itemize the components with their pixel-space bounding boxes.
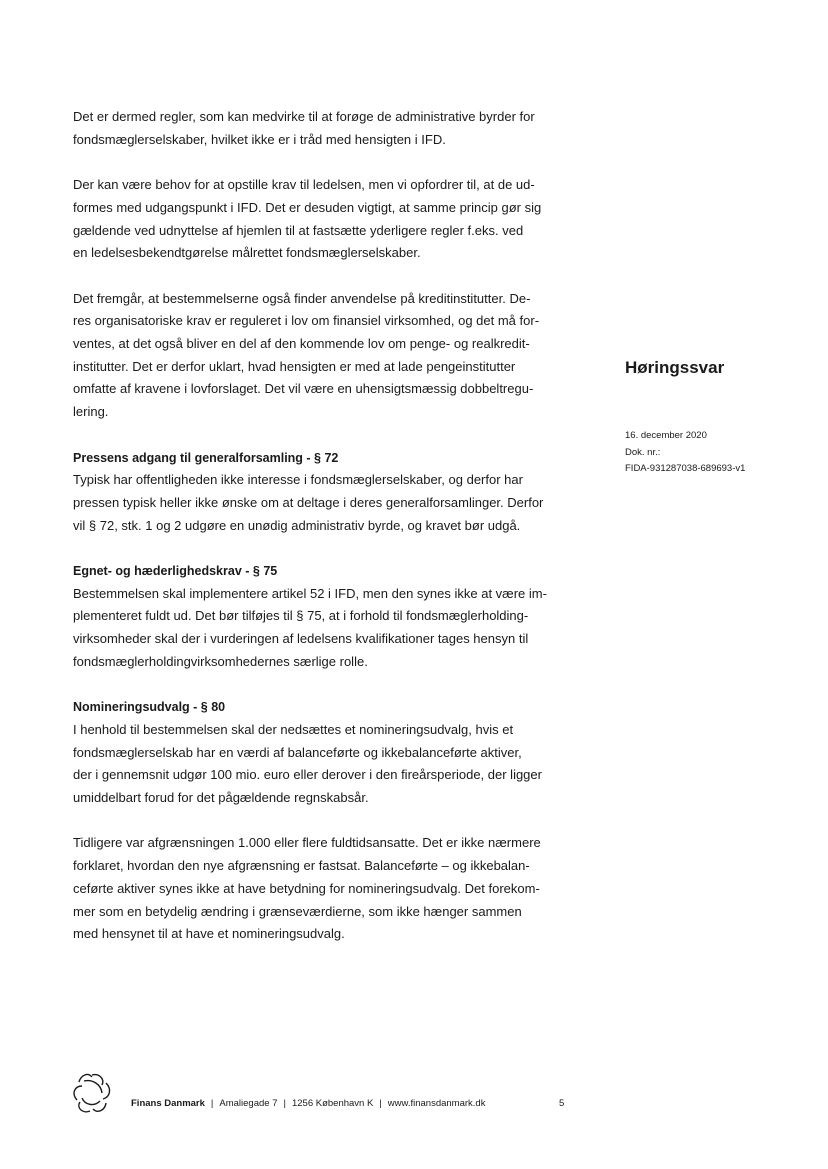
text-line: fondsmæglerselskab har en værdi af balanceførte og ikkebalanceførte aktiver, bbox=[73, 744, 522, 760]
finans-danmark-logo-icon bbox=[72, 1071, 112, 1115]
text-line: mer som en betydelig ændring i grænseværdierne, som ikke hænger sammen bbox=[73, 903, 522, 919]
text-line: en ledelsesbekendtgørelse målrettet fondsmæglerselskaber. bbox=[73, 245, 421, 261]
text-line: lering. bbox=[73, 404, 109, 420]
text-line: der i gennemsnit udgør 100 mio. euro eller derover i den fireårsperiode, der ligger bbox=[73, 767, 542, 783]
text-line: omfatte af kravene i lovforslaget. Det vil være en uhensigtsmæssig dobbeltregu- bbox=[73, 381, 534, 397]
text-line: formes med udgangspunkt i IFD. Det er desuden vigtigt, at samme princip gør sig bbox=[73, 199, 542, 215]
sidebar-meta bbox=[625, 355, 805, 478]
text-line: vil § 72, stk. 1 og 2 udgøre en unødig administrativ byrde, og kravet bør udgå. bbox=[73, 517, 521, 533]
text-line: ventes, at det også bliver en del af den kommende lov om penge- og realkredit- bbox=[73, 336, 530, 351]
section-paragraph bbox=[73, 696, 573, 810]
footer-website-link[interactable]: www.finansdanmark.dk bbox=[387, 1098, 486, 1109]
footer-separator: | bbox=[379, 1098, 382, 1109]
text-line: gældende ved udnyttelse af hjemlen til at fastsætte yderligere regler f.eks. ved bbox=[73, 222, 524, 238]
footer-separator: | bbox=[283, 1098, 286, 1109]
text-line: umiddelbart forud for det pågældende regnskabsår. bbox=[73, 790, 369, 806]
document-type-title: Høringssvar bbox=[625, 358, 725, 377]
footer-organization: Finans Danmark bbox=[131, 1098, 205, 1109]
text-line: fondsmæglerselskaber, hvilket ikke er i tråd med hensigten i IFD. bbox=[73, 131, 446, 147]
text-line: virksomheder skal der i vurderingen af ledelsens kvalifikationer tages hensyn til bbox=[73, 631, 529, 647]
body-paragraph bbox=[73, 832, 573, 946]
section-heading: Pressens adgang til generalforsamling - § 72 bbox=[73, 450, 339, 465]
main-content bbox=[73, 106, 573, 969]
text-line: Det fremgår, at bestemmelserne også finder anvendelse på kreditinstitutter. De- bbox=[73, 290, 531, 306]
footer-text bbox=[131, 1098, 485, 1109]
text-line: ceførte aktiver synes ikke at have betydning for nomineringsudvalg. Det forekom- bbox=[73, 880, 540, 896]
text-line: forklaret, hvordan den nye afgrænsning er fastsat. Balanceførte – og ikkebalan- bbox=[73, 858, 530, 874]
section-heading: Egnet- og hæderlighedskrav - § 75 bbox=[73, 564, 278, 578]
text-line: institutter. Det er derfor uklart, hvad hensigten er med at lade pengeinstitutter bbox=[73, 358, 516, 374]
text-line: med hensynet til at have et nomineringsudvalg. bbox=[73, 926, 345, 942]
section-paragraph bbox=[73, 447, 573, 538]
text-line: pressen typisk heller ikke ønske om at deltage i deres generalforsamlinger. Derfor bbox=[73, 494, 544, 510]
text-line: fondsmæglerholdingvirksomhedernes særlige rolle. bbox=[73, 653, 368, 669]
text-line: Bestemmelsen skal implementere artikel 52 i IFD, men den synes ikke at være im- bbox=[73, 585, 547, 601]
footer-postal: 1256 København K bbox=[291, 1098, 374, 1109]
body-paragraph bbox=[73, 288, 573, 424]
document-date: 16. december 2020 bbox=[625, 430, 707, 441]
page-footer bbox=[72, 1071, 592, 1121]
document-meta bbox=[625, 428, 805, 478]
text-line: Tidligere var afgrænsningen 1.000 eller flere fuldtidsansatte. Det er ikke nærmere bbox=[73, 835, 541, 851]
section-paragraph bbox=[73, 560, 573, 674]
document-number-label: Dok. nr.: bbox=[625, 446, 661, 458]
text-line: Der kan være behov for at opstille krav til ledelsen, men vi opfordrer til, at de ud- bbox=[73, 177, 535, 193]
page-number: 5 bbox=[559, 1098, 565, 1109]
text-line: plementeret fuldt ud. Det bør tilføjes til § 75, at i forhold til fondsmæglerholding- bbox=[73, 608, 529, 624]
text-line: I henhold til bestemmelsen skal der nedsættes et nomineringsudvalg, hvis et bbox=[73, 721, 514, 737]
text-line: Typisk har offentligheden ikke interesse i fondsmæglerselskaber, og derfor har bbox=[73, 472, 523, 488]
body-paragraph bbox=[73, 106, 573, 151]
section-heading: Nomineringsudvalg - § 80 bbox=[73, 700, 226, 715]
text-line: res organisatoriske krav er reguleret i lov om finansiel virksomhed, og det må for- bbox=[73, 313, 540, 329]
footer-address: Amaliegade 7 bbox=[219, 1098, 278, 1109]
footer-separator: | bbox=[210, 1098, 214, 1109]
document-number: FIDA-931287038-689693-v1 bbox=[625, 463, 746, 474]
body-paragraph bbox=[73, 174, 573, 265]
text-line: Det er dermed regler, som kan medvirke til at forøge de administrative byrder for bbox=[73, 109, 535, 124]
